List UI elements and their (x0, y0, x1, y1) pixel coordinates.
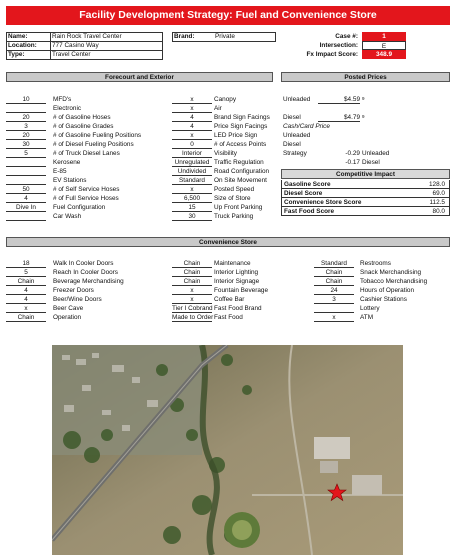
ev-stations-label: EV Stations (53, 177, 87, 184)
e-85-value (6, 167, 46, 176)
interior-signage-value: Chain (172, 277, 212, 286)
of-self-service-hoses-value: 50 (6, 185, 46, 194)
diesel2-label: Diesel (283, 141, 301, 148)
on-site-movement-value: Standard (172, 176, 212, 185)
restrooms-label: Restrooms (360, 260, 391, 267)
case-label: Case #: (335, 33, 358, 40)
operation-label: Operation (53, 314, 82, 321)
gasoline-score-value: 128.0 (429, 181, 445, 188)
led-price-sign-label: LED Price Sign (214, 132, 258, 139)
impact-value: 348.9 (362, 50, 406, 59)
unleaded-sup: 9 (362, 96, 365, 101)
reach-in-cooler-doors-label: Reach In Cooler Doors (53, 269, 119, 276)
of-access-points-label: # of Access Points (214, 141, 267, 148)
diesel-price: $4.79 (318, 113, 360, 122)
canopy-label: Canopy (214, 96, 237, 103)
diesel-score-row (281, 189, 450, 198)
diesel-score-value: 69.0 (432, 190, 445, 197)
strategy-unleaded-value: -0.29 (345, 150, 360, 157)
diesel-sup: 9 (362, 114, 365, 119)
maintenance-label: Maintenance (214, 260, 251, 267)
name-label: Name: (8, 33, 28, 40)
mfd-s-label: MFD's (53, 96, 72, 103)
led-price-sign-value: x (172, 131, 212, 140)
name-value: Rain Rock Travel Center (52, 33, 122, 40)
snack-merchandising-value: Chain (314, 268, 354, 277)
impact-label: Fx Impact Score: (306, 51, 358, 58)
lottery-label: Lottery (360, 305, 380, 312)
unleaded2-label: Unleaded (283, 132, 311, 139)
of-gasoline-fueling-positions-value: 20 (6, 131, 46, 140)
fast-food-label: Fast Food (214, 314, 243, 321)
of-full-service-hoses-label: # of Full Service Hoses (53, 195, 119, 202)
location-value: 777 Casino Way (52, 42, 99, 49)
of-truck-diesel-lanes-label: # of Truck Diesel Lanes (53, 150, 120, 157)
posted-speed-value: x (172, 185, 212, 194)
of-access-points-value: 0 (172, 140, 212, 149)
of-gasoline-fueling-positions-label: # of Gasoline Fueling Positions (53, 132, 142, 139)
aerial-map-image (52, 345, 403, 555)
air-value: x (172, 104, 212, 113)
of-gasoline-hoses-label: # of Gasoline Hoses (53, 114, 111, 121)
beer-cave-label: Beer Cave (53, 305, 84, 312)
fast-food-value: Made to Order (172, 314, 214, 321)
kerosene-label: Kerosene (53, 159, 81, 166)
size-of-store-value: 6,500 (172, 194, 212, 203)
price-sign-facings-value: 4 (172, 122, 212, 131)
tobacco-merchandising-label: Tobacco Merchandising (360, 278, 428, 285)
interior-lighting-label: Interior Lighting (214, 269, 259, 276)
convenience-store-score-label: Convenience Store Score (284, 199, 362, 206)
section-forecourt: Forecourt and Exterior (6, 72, 273, 82)
section-convenience-store: Convenience Store (6, 237, 450, 247)
location-label: Location: (8, 42, 37, 49)
convenience-store-score-row (281, 198, 450, 207)
case-value: 1 (362, 32, 406, 41)
fountain-beverage-label: Fountain Beverage (214, 287, 269, 294)
freezer-doors-label: Freezer Doors (53, 287, 94, 294)
restrooms-value: Standard (314, 259, 354, 268)
diesel-label: Diesel (283, 114, 301, 121)
tobacco-merchandising-value: Chain (314, 277, 354, 286)
interior-signage-label: Interior Signage (214, 278, 260, 285)
of-gasoline-hoses-value: 20 (6, 113, 46, 122)
of-gasoline-grades-label: # of Gasoline Grades (53, 123, 114, 130)
up-front-parking-value: 15 (172, 203, 212, 212)
reach-in-cooler-doors-value: 5 (6, 268, 46, 277)
lottery-value (314, 304, 354, 313)
visibility-label: Visibility (214, 150, 237, 157)
atm-value: x (314, 313, 354, 322)
electronic-label: Electronic (53, 105, 82, 112)
traffic-regulation-label: Traffic Regulation (214, 159, 264, 166)
visibility-value: Interior (172, 149, 212, 158)
strategy-diesel-value: -0.17 (345, 159, 360, 166)
unleaded-price: $4.59 (318, 95, 360, 104)
header-line-1 (6, 41, 163, 42)
road-configuration-label: Road Configuration (214, 168, 270, 175)
cash-card-label: Cash/Card Price (283, 123, 330, 130)
type-value: Travel Center (52, 51, 91, 58)
cashier-stations-label: Cashier Stations (360, 296, 407, 303)
fast-food-brand-label: Fast Food Brand (214, 305, 262, 312)
posted-speed-label: Posted Speed (214, 186, 255, 193)
fast-food-score-value: 80.0 (432, 208, 445, 215)
strategy-label: Strategy (283, 150, 307, 157)
of-diesel-fueling-positions-value: 30 (6, 140, 46, 149)
beer-wine-doors-label: Beer/Wine Doors (53, 296, 102, 303)
of-full-service-hoses-value: 4 (6, 194, 46, 203)
of-truck-diesel-lanes-value: 5 (6, 149, 46, 158)
snack-merchandising-label: Snack Merchandising (360, 269, 422, 276)
freezer-doors-value: 4 (6, 286, 46, 295)
convenience-store-score-value: 112.5 (429, 199, 445, 206)
section-posted-prices: Posted Prices (281, 72, 450, 82)
hours-of-operation-value: 24 (314, 286, 354, 295)
car-wash-label: Car Wash (53, 213, 82, 220)
air-label: Air (214, 105, 222, 112)
fountain-beverage-value: x (172, 286, 212, 295)
coffee-bar-label: Coffee Bar (214, 296, 245, 303)
beverage-merchandising-label: Beverage Merchandising (53, 278, 124, 285)
car-wash-value (6, 212, 46, 221)
of-diesel-fueling-positions-label: # of Diesel Fueling Positions (53, 141, 134, 148)
gasoline-score-row (281, 180, 450, 189)
of-self-service-hoses-label: # of Self Service Hoses (53, 186, 120, 193)
brand-sign-facings-value: 4 (172, 113, 212, 122)
price-sign-facings-label: Price Sign Facings (214, 123, 268, 130)
up-front-parking-label: Up Front Parking (214, 204, 263, 211)
truck-parking-value: 30 (172, 212, 212, 221)
beer-wine-doors-value: 4 (6, 295, 46, 304)
ev-stations-value (6, 176, 46, 185)
strategy-unleaded-label: Unleaded (362, 150, 390, 157)
cashier-stations-value: 3 (314, 295, 354, 304)
beer-cave-value: x (6, 304, 46, 313)
coffee-bar-value: x (172, 295, 212, 304)
kerosene-value (6, 158, 46, 167)
diesel-score-label: Diesel Score (284, 190, 323, 197)
brand-label: Brand: (174, 33, 195, 40)
of-gasoline-grades-value: 3 (6, 122, 46, 131)
operation-value: Chain (6, 313, 46, 322)
header-divider-1 (50, 32, 51, 60)
e-85-label: E-85 (53, 168, 67, 175)
fuel-configuration-label: Fuel Configuration (53, 204, 106, 211)
truck-parking-label: Truck Parking (214, 213, 254, 220)
on-site-movement-label: On Site Movement (214, 177, 267, 184)
maintenance-value: Chain (172, 259, 212, 268)
unleaded-label: Unleaded (283, 96, 311, 103)
road-configuration-value: Undivided (172, 167, 212, 176)
traffic-regulation-value: Unregulated (172, 158, 212, 167)
brand-sign-facings-label: Brand Sign Facings (214, 114, 270, 121)
fast-food-score-label: Fast Food Score (284, 208, 335, 215)
size-of-store-label: Size of Store (214, 195, 251, 202)
page-title: Facility Development Strategy: Fuel and Convenience Store (6, 6, 450, 25)
aerial-map (52, 345, 403, 555)
walk-in-cooler-doors-value: 18 (6, 259, 46, 268)
strategy-diesel-label: Diesel (362, 159, 380, 166)
electronic-value (6, 104, 46, 113)
gasoline-score-label: Gasoline Score (284, 181, 331, 188)
section-competitive-impact: Competitive Impact (281, 169, 450, 179)
brand-value: Private (215, 33, 235, 40)
header-line-2 (6, 50, 163, 51)
hours-of-operation-label: Hours of Operation (360, 287, 414, 294)
atm-label: ATM (360, 314, 374, 321)
intersection-label: Intersection: (319, 42, 358, 49)
interior-lighting-value: Chain (172, 268, 212, 277)
beverage-merchandising-value: Chain (6, 277, 46, 286)
fast-food-brand-value: Tier I Cobrand (172, 305, 213, 312)
fast-food-score-row (281, 207, 450, 216)
intersection-value: E (362, 41, 406, 50)
type-label: Type: (8, 51, 25, 58)
mfd-s-value: 10 (6, 95, 46, 104)
walk-in-cooler-doors-label: Walk In Cooler Doors (53, 260, 114, 267)
canopy-value: x (172, 95, 212, 104)
fuel-configuration-value: Dive In (6, 203, 46, 212)
